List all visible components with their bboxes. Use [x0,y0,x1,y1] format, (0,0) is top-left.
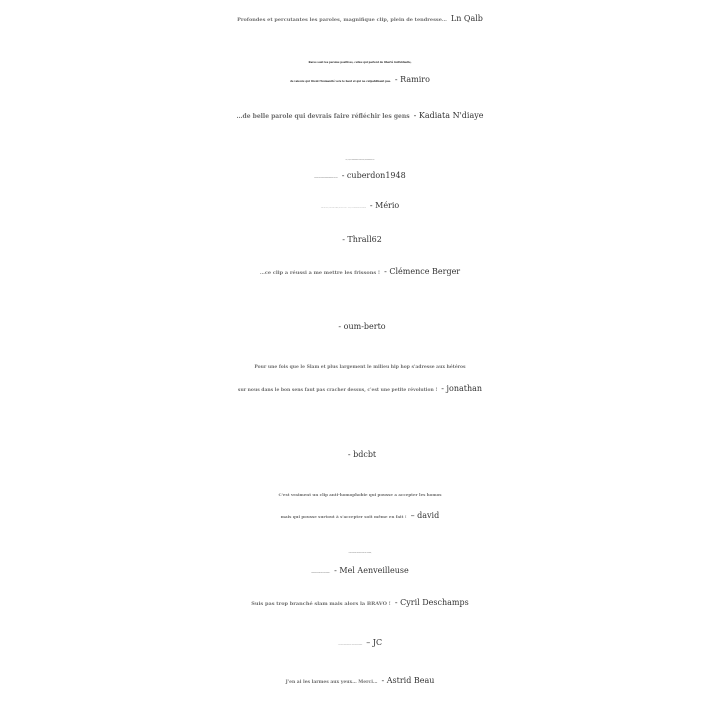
quote-5 [0,201,720,210]
quote-text-line1 [0,304,720,319]
quote-text-line1: C'est vraiment un clip anti-homophobie qui pousse a accepter les homos [278,492,442,497]
quote-author: - Ramiro [394,75,430,84]
quote-author: - Cyril Deschamps [394,598,469,607]
quote-author: – JC [366,638,383,647]
quote-text-line1 [0,153,720,168]
quote-text: Profondes et percutantes les paroles, magnifique clip, plein de tendresse… [237,17,447,23]
quote-text: Très beau texte, très beau rythme, très belle vidéo … enfin, les Français me surprennent [320,208,366,209]
quote-text-line1 [0,545,720,562]
quote-author: - Mel Aenveilleuse [334,566,409,575]
quote-author: Ln Qalb [450,14,483,23]
quote-7 [0,267,720,276]
quote-text-line1: Pour une fois que le Slam et plus largement le milieu hip hop s'adresse aux hétéros [254,365,466,370]
quote-author: - Astrid Beau [381,676,435,685]
quote-9 [0,357,720,401]
quote-author: - jonathan [441,384,483,393]
quote-author: - Clémence Berger [384,267,461,276]
quote-author: - oum-berto [338,322,386,331]
quote-author: – david [410,511,440,520]
quote-1 [0,14,720,23]
quote-text-line1: Rares sont les paroles positives, celles qui parlent de liberté individuelle, [308,61,412,64]
quote-6 [0,235,720,244]
quote-13 [0,598,720,607]
quote-text: Suis pas trop branché slam mais alors la BRAVO ! [251,601,391,607]
quote-10 [0,432,720,465]
quote-text: …de belle parole qui devrais faire réfléchir les gens [236,113,410,120]
quote-author: - Thrall62 [342,235,382,244]
quote-text-line2: de valeurs qui tirent l'humanité vers le haut et qui ne culpabilisent pas. [290,80,391,83]
quote-text-line2: mais qui pousse surtout à s'accepter soit même en fait ! [280,514,407,519]
quote-3 [0,111,720,120]
quote-14 [0,638,720,647]
quote-8 [0,304,720,337]
quote-text-line2: sur nous dans le bon sens faut pas cracher dessus, c'est une petite révolution ! [237,388,438,393]
quote-4 [0,153,720,186]
quote-2 [0,54,720,90]
quote-text: …ce clip a réussi a me mettre les frissons ! [259,270,381,276]
quote-text: J'en ai les larmes aux yeux… Merci… [285,680,378,685]
quote-15 [0,676,720,685]
quote-author: - Kadiata N'diaye [413,111,484,120]
quote-12 [0,545,720,582]
quote-author: - cuberdon1948 [341,171,406,180]
quote-text-line1 [0,432,720,447]
quote-author: - Mério [369,201,400,210]
quote-11 [0,484,720,527]
quote-author: - bdcbt [347,450,377,459]
